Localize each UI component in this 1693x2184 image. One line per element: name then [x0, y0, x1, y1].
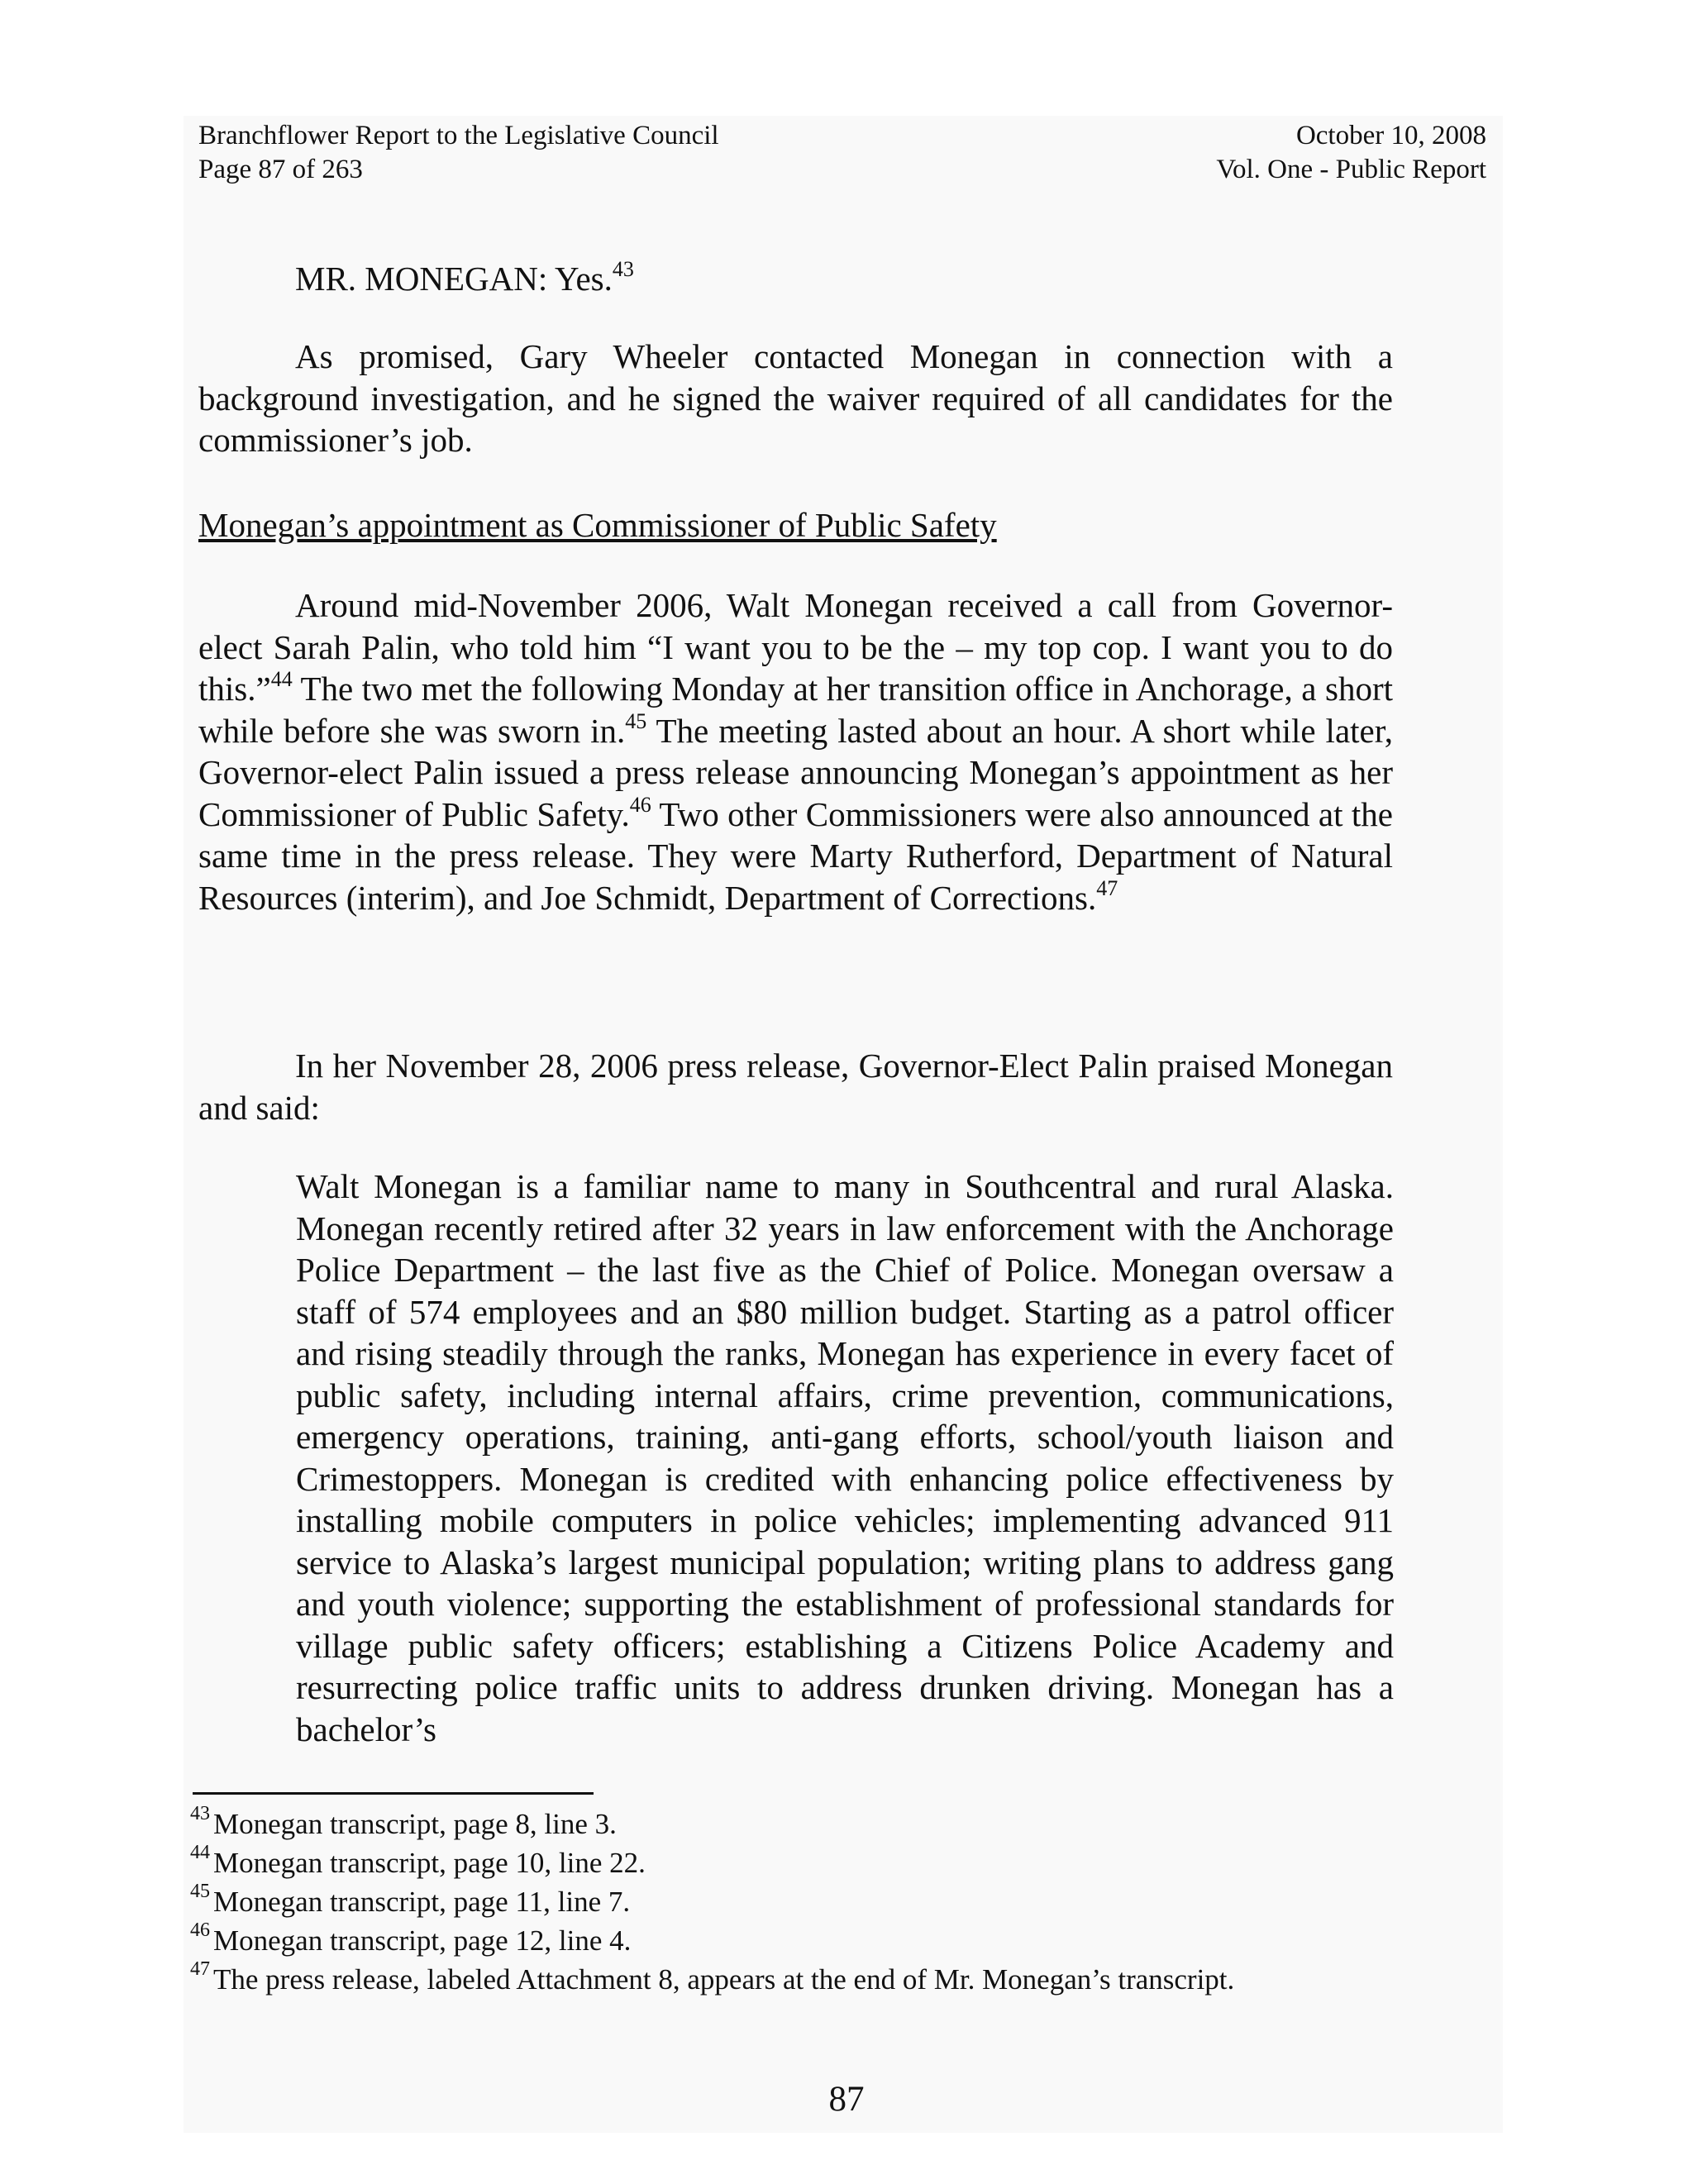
footnote-text: Monegan transcript, page 10, line 22.	[213, 1847, 646, 1879]
paragraph-wheeler: As promised, Gary Wheeler contacted Monegan in connection with a background investigation, and he signed the waiver required of all candidates for the commissioner’s job.	[198, 337, 1393, 459]
footnote-text: The press release, labeled Attachment 8, appears at the end of Mr. Monegan’s transcript.	[213, 1963, 1235, 1996]
volume-label: Vol. One - Public Report	[1216, 155, 1486, 184]
footnote	[190, 1960, 1430, 1999]
paragraph-appointment	[198, 584, 1393, 918]
footnote	[190, 1843, 1430, 1882]
footnote-number: 46	[190, 1919, 210, 1942]
appointment-sentence-2: The two met the following Monday at her transition office in Anchorage, a short while before she was sworn in.	[198, 670, 1393, 750]
footnote-ref-45[interactable]: 45	[625, 708, 647, 733]
footnotes	[190, 1805, 1430, 1999]
footnote	[190, 1882, 1430, 1921]
report-date: October 10, 2008	[1295, 121, 1486, 150]
press-release-quote: Walt Monegan is a familiar name to many in Southcentral and rural Alaska. Monegan recently retired after 32 years in law enforcement with the Anchorage Police Department – the last five as the Chief of Police. Monegan oversaw a staff of 574 employees and an $80 million budget. Starting as a patrol officer and rising steadily through the ranks, Monegan has experience in every facet of public safety, including internal affairs, crime prevention, communications, emergency operations, training, anti-gang efforts, school/youth liaison and Crimestoppers. Monegan is credited with enhancing police effectiveness by installing mobile computers in police vehicles; implementing advanced 911 service to Alaska’s largest municipal population; writing plans to address gang and youth violence; supporting the establishment of professional standards for village public safety officers; establishing a Citizens Police Academy and resurrecting police traffic units to address drunken driving. Monegan has a bachelor’s	[296, 1167, 1394, 1748]
footnote-ref-44[interactable]: 44	[270, 667, 293, 692]
appointment-sentence-4: Two other Commissioners were also announced at the same time in the press release. They were Marty Rutherford, Department of Natural Resources (interim), and Joe Schmidt, Department of Corrections.	[198, 794, 1393, 917]
footnote-ref-47[interactable]: 47	[1096, 875, 1118, 900]
report-title: Branchflower Report to the Legislative Council	[198, 121, 719, 150]
footnote-separator	[193, 1792, 594, 1795]
exchange-text: MR. MONEGAN: Yes.	[295, 260, 613, 298]
footnote-text: Monegan transcript, page 11, line 7.	[213, 1886, 631, 1918]
running-header-left	[198, 119, 719, 187]
footnote-ref-46[interactable]: 46	[629, 792, 651, 817]
appointment-sentence-1: Around mid-November 2006, Walt Monegan received a call from Governor-elect Sarah Palin, who told him “I want you to be the – my top cop. I want you to do this.”	[198, 586, 1393, 708]
section-heading: Monegan’s appointment as Commissioner of Public Safety	[198, 506, 997, 544]
footnote-text: Monegan transcript, page 12, line 4.	[213, 1924, 632, 1957]
page-number: 87	[828, 2080, 865, 2119]
footnote-number: 47	[190, 1958, 210, 1981]
footnote	[190, 1921, 1430, 1960]
page-counter: Page 87 of 263	[198, 155, 363, 184]
footnote-text: Monegan transcript, page 8, line 3.	[213, 1808, 617, 1840]
appointment-sentence-3: The meeting lasted about an hour. A short while later, Governor-elect Palin issued a press release announcing Monegan’s appointment as her Commissioner of Public Safety.	[198, 711, 1393, 833]
footnote-ref-43[interactable]: 43	[612, 257, 634, 282]
paragraph-release-intro: In her November 28, 2006 press release, Governor-Elect Palin praised Monegan and said:	[198, 1047, 1393, 1127]
footnote-number: 44	[190, 1842, 210, 1864]
footnote	[190, 1805, 1430, 1843]
running-header-right	[1216, 119, 1486, 187]
footnote-number: 43	[190, 1803, 210, 1825]
footnote-number: 45	[190, 1881, 210, 1903]
transcript-exchange	[198, 258, 1393, 300]
